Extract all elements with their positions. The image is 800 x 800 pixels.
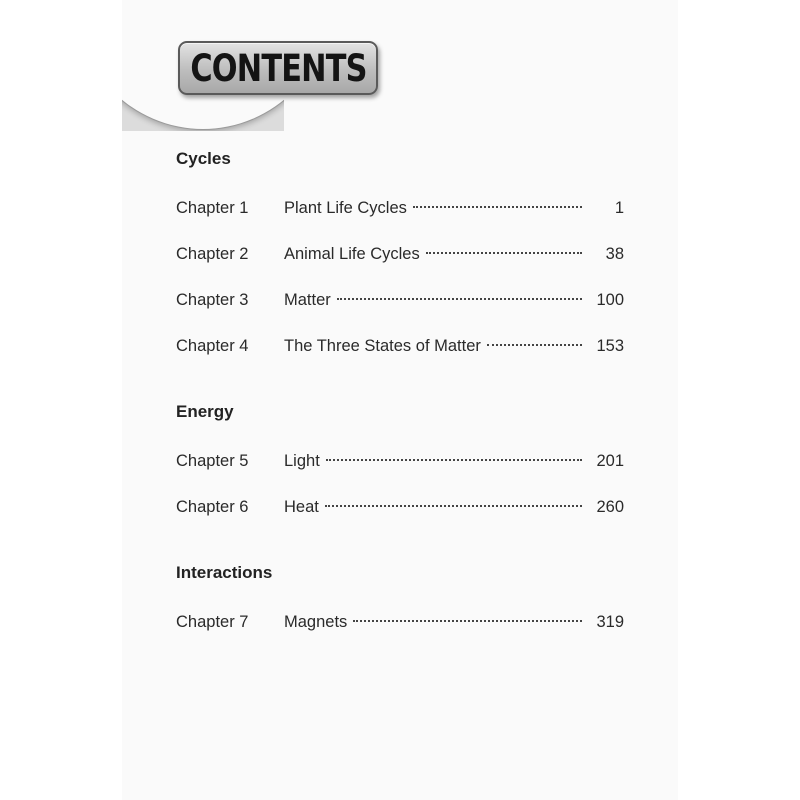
page-number: 319: [596, 612, 624, 631]
page-number: 201: [596, 451, 624, 470]
dot-leader: [426, 235, 582, 254]
contents-page: [122, 0, 678, 800]
dot-leader: [337, 281, 582, 300]
chapter-number: Chapter 3: [176, 290, 249, 309]
page-number: 260: [596, 497, 624, 516]
chapter-number: Chapter 6: [176, 497, 249, 516]
toc-entry-chapter-5[interactable]: [176, 447, 624, 471]
dot-leader: [413, 189, 582, 208]
page-title: CONTENTS: [189, 46, 367, 90]
contents-title-badge: [178, 41, 378, 95]
dot-leader: [353, 603, 582, 622]
chapter-title: Magnets: [284, 612, 348, 631]
chapter-title: Heat: [284, 497, 319, 516]
chapter-number: Chapter 4: [176, 336, 249, 355]
toc-entry-chapter-7[interactable]: [176, 608, 624, 632]
chapter-title: Animal Life Cycles: [284, 244, 420, 263]
chapter-title: Light: [284, 451, 320, 470]
dot-leader: [326, 442, 582, 461]
chapter-number: Chapter 2: [176, 244, 249, 263]
toc-entry-chapter-1[interactable]: [176, 194, 624, 218]
dot-leader: [487, 327, 582, 346]
chapter-number: Chapter 7: [176, 612, 249, 631]
toc-entry-chapter-2[interactable]: [176, 240, 624, 264]
page-number: 100: [596, 290, 624, 309]
chapter-title: Matter: [284, 290, 331, 309]
toc-entry-chapter-6[interactable]: [176, 493, 624, 517]
toc-entry-chapter-3[interactable]: [176, 286, 624, 310]
section-title-energy: Energy: [176, 402, 234, 421]
chapter-number: Chapter 5: [176, 451, 249, 470]
section-title-interactions: Interactions: [176, 563, 273, 582]
chapter-title: The Three States of Matter: [284, 336, 481, 355]
section-title-cycles: Cycles: [176, 149, 231, 168]
page-number: 1: [614, 198, 624, 217]
toc-entry-chapter-4[interactable]: [176, 332, 624, 356]
page-number: 153: [596, 336, 624, 355]
dot-leader: [325, 488, 582, 507]
chapter-number: Chapter 1: [176, 198, 249, 217]
page-number: 38: [605, 244, 624, 263]
chapter-title: Plant Life Cycles: [284, 198, 407, 217]
